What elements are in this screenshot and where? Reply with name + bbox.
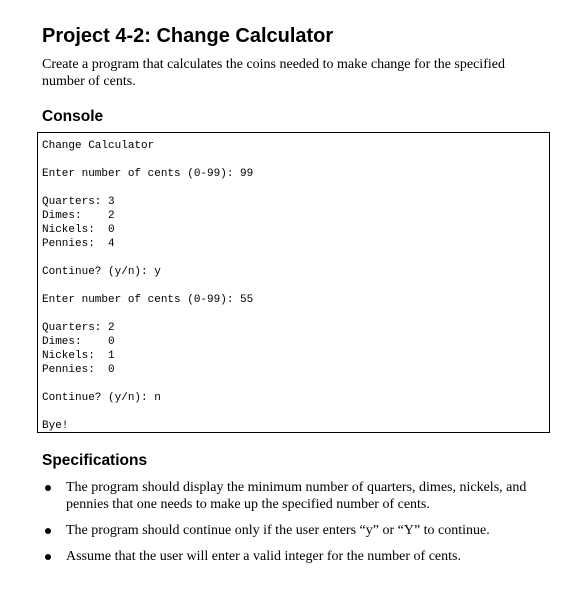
specification-text: Assume that the user will enter a valid integer for the number of cents. xyxy=(66,549,461,564)
page-title: Project 4-2: Change Calculator xyxy=(42,25,334,47)
bullet-icon xyxy=(45,554,51,560)
console-output-text: Change Calculator Enter number of cents (0-99): 99 Quarters: 3 Dimes: 2 Nickels: 0 Pennies: 4 Continue? (y/n): y Enter number of cents (0-99): 55 Quarters: 2 Dimes: 0 Nickels: 1 Pennies: 0 Continue? (y/n): n Bye! xyxy=(42,140,254,432)
console-heading: Console xyxy=(42,108,104,125)
specification-item xyxy=(42,522,552,539)
specification-text: The program should continue only if the user enters “y” or “Y” to continue. xyxy=(66,523,490,538)
bullet-icon xyxy=(45,485,51,491)
intro-paragraph: Create a program that calculates the coins needed to make change for the specified number of cents. xyxy=(42,57,505,89)
specification-item xyxy=(42,479,552,513)
specification-item xyxy=(42,548,552,565)
specifications-list xyxy=(42,479,552,574)
bullet-icon xyxy=(45,528,51,534)
specifications-heading: Specifications xyxy=(42,452,148,469)
console-output-box xyxy=(37,132,550,433)
specification-text: The program should display the minimum number of quarters, dimes, nickels, and pennies that one needs to make up the specified number of cents. xyxy=(66,480,527,512)
